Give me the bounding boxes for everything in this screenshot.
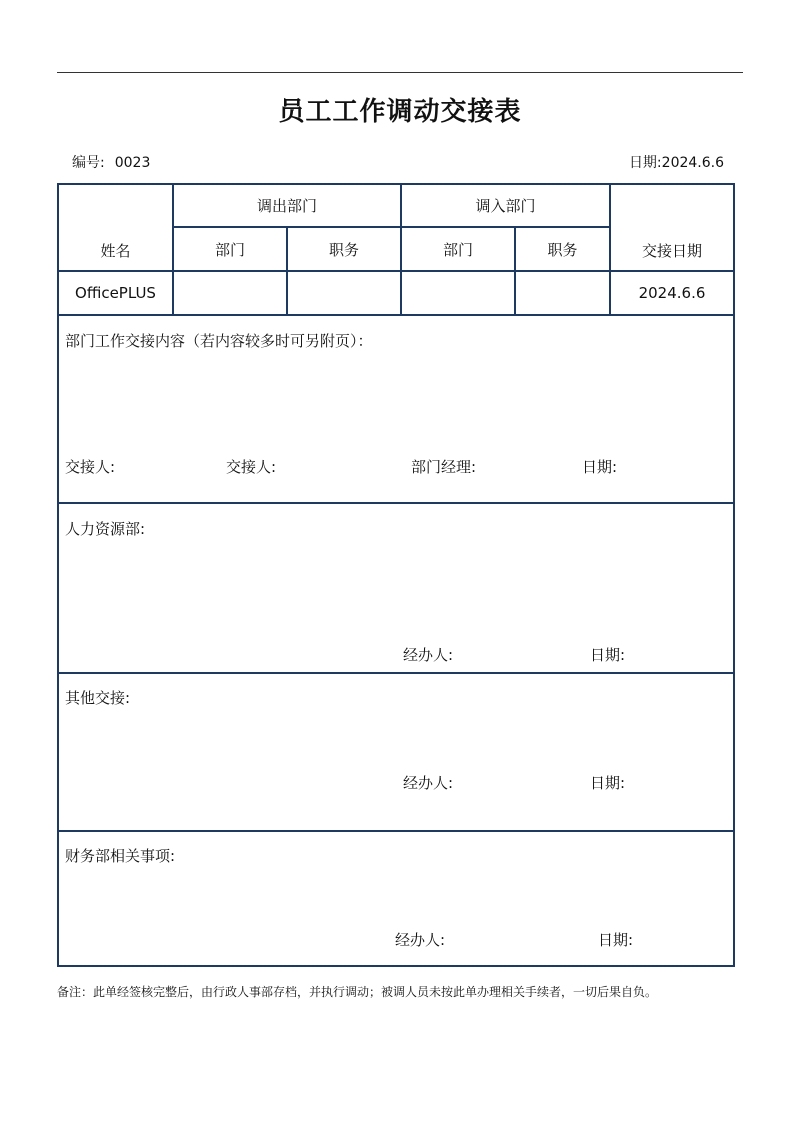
top-rule: [57, 72, 743, 73]
in-dept-cell[interactable]: [402, 272, 514, 314]
handover-date-cell[interactable]: 2024.6.6: [638, 284, 706, 302]
serial-number: [72, 152, 150, 172]
hr-date-label: 日期:: [590, 646, 626, 664]
serial-label: 编号:: [72, 155, 105, 171]
date-label: 日期:: [628, 155, 662, 171]
header-transfer-in: 调入部门: [475, 197, 536, 215]
out-position-cell[interactable]: [288, 272, 400, 314]
header-out-dept: 部门: [214, 240, 245, 259]
form-title: 员工工作调动交接表: [278, 97, 522, 127]
serial-value: 0023: [114, 155, 151, 171]
grid-line: [59, 672, 733, 674]
handover-form: [57, 183, 735, 967]
finance-date-label: 日期:: [598, 931, 634, 949]
header-handover-date: 交接日期: [641, 241, 702, 260]
handover-person-1-label: 交接人:: [65, 458, 116, 476]
header-out-position: 职务: [328, 240, 359, 259]
header-in-position: 职务: [547, 240, 578, 259]
in-position-cell[interactable]: [516, 272, 609, 314]
document-date: [629, 152, 724, 172]
header-name: 姓名: [100, 241, 131, 260]
other-date-label: 日期:: [590, 774, 626, 792]
finance-handler-label: 经办人:: [395, 931, 446, 949]
header-transfer-out: 调出部门: [256, 197, 317, 215]
other-handler-label: 经办人:: [403, 774, 454, 792]
out-dept-cell[interactable]: [174, 272, 286, 314]
grid-line: [59, 830, 733, 832]
date-value: 2024.6.6: [661, 155, 724, 171]
dept-handover-title: 部门工作交接内容（若内容较多时可另附页）：: [65, 332, 373, 350]
footer-note: 备注：此单经签核完整后，由行政人事部存档，并执行调动；被调人员未按此单办理相关手续者，一切后果自负。: [57, 985, 658, 999]
employee-name[interactable]: OfficePLUS: [75, 284, 156, 302]
header-in-dept: 部门: [442, 240, 473, 259]
hr-handler-label: 经办人:: [403, 646, 454, 664]
handover-person-2-label: 交接人:: [226, 458, 277, 476]
dept-manager-label: 部门经理:: [411, 458, 477, 476]
other-section-title: 其他交接:: [65, 689, 131, 707]
grid-line: [59, 314, 733, 316]
grid-line: [59, 502, 733, 504]
finance-section-title: 财务部相关事项:: [65, 847, 176, 865]
hr-section-title: 人力资源部:: [65, 520, 146, 538]
dept-handover-date-label: 日期:: [582, 458, 618, 476]
